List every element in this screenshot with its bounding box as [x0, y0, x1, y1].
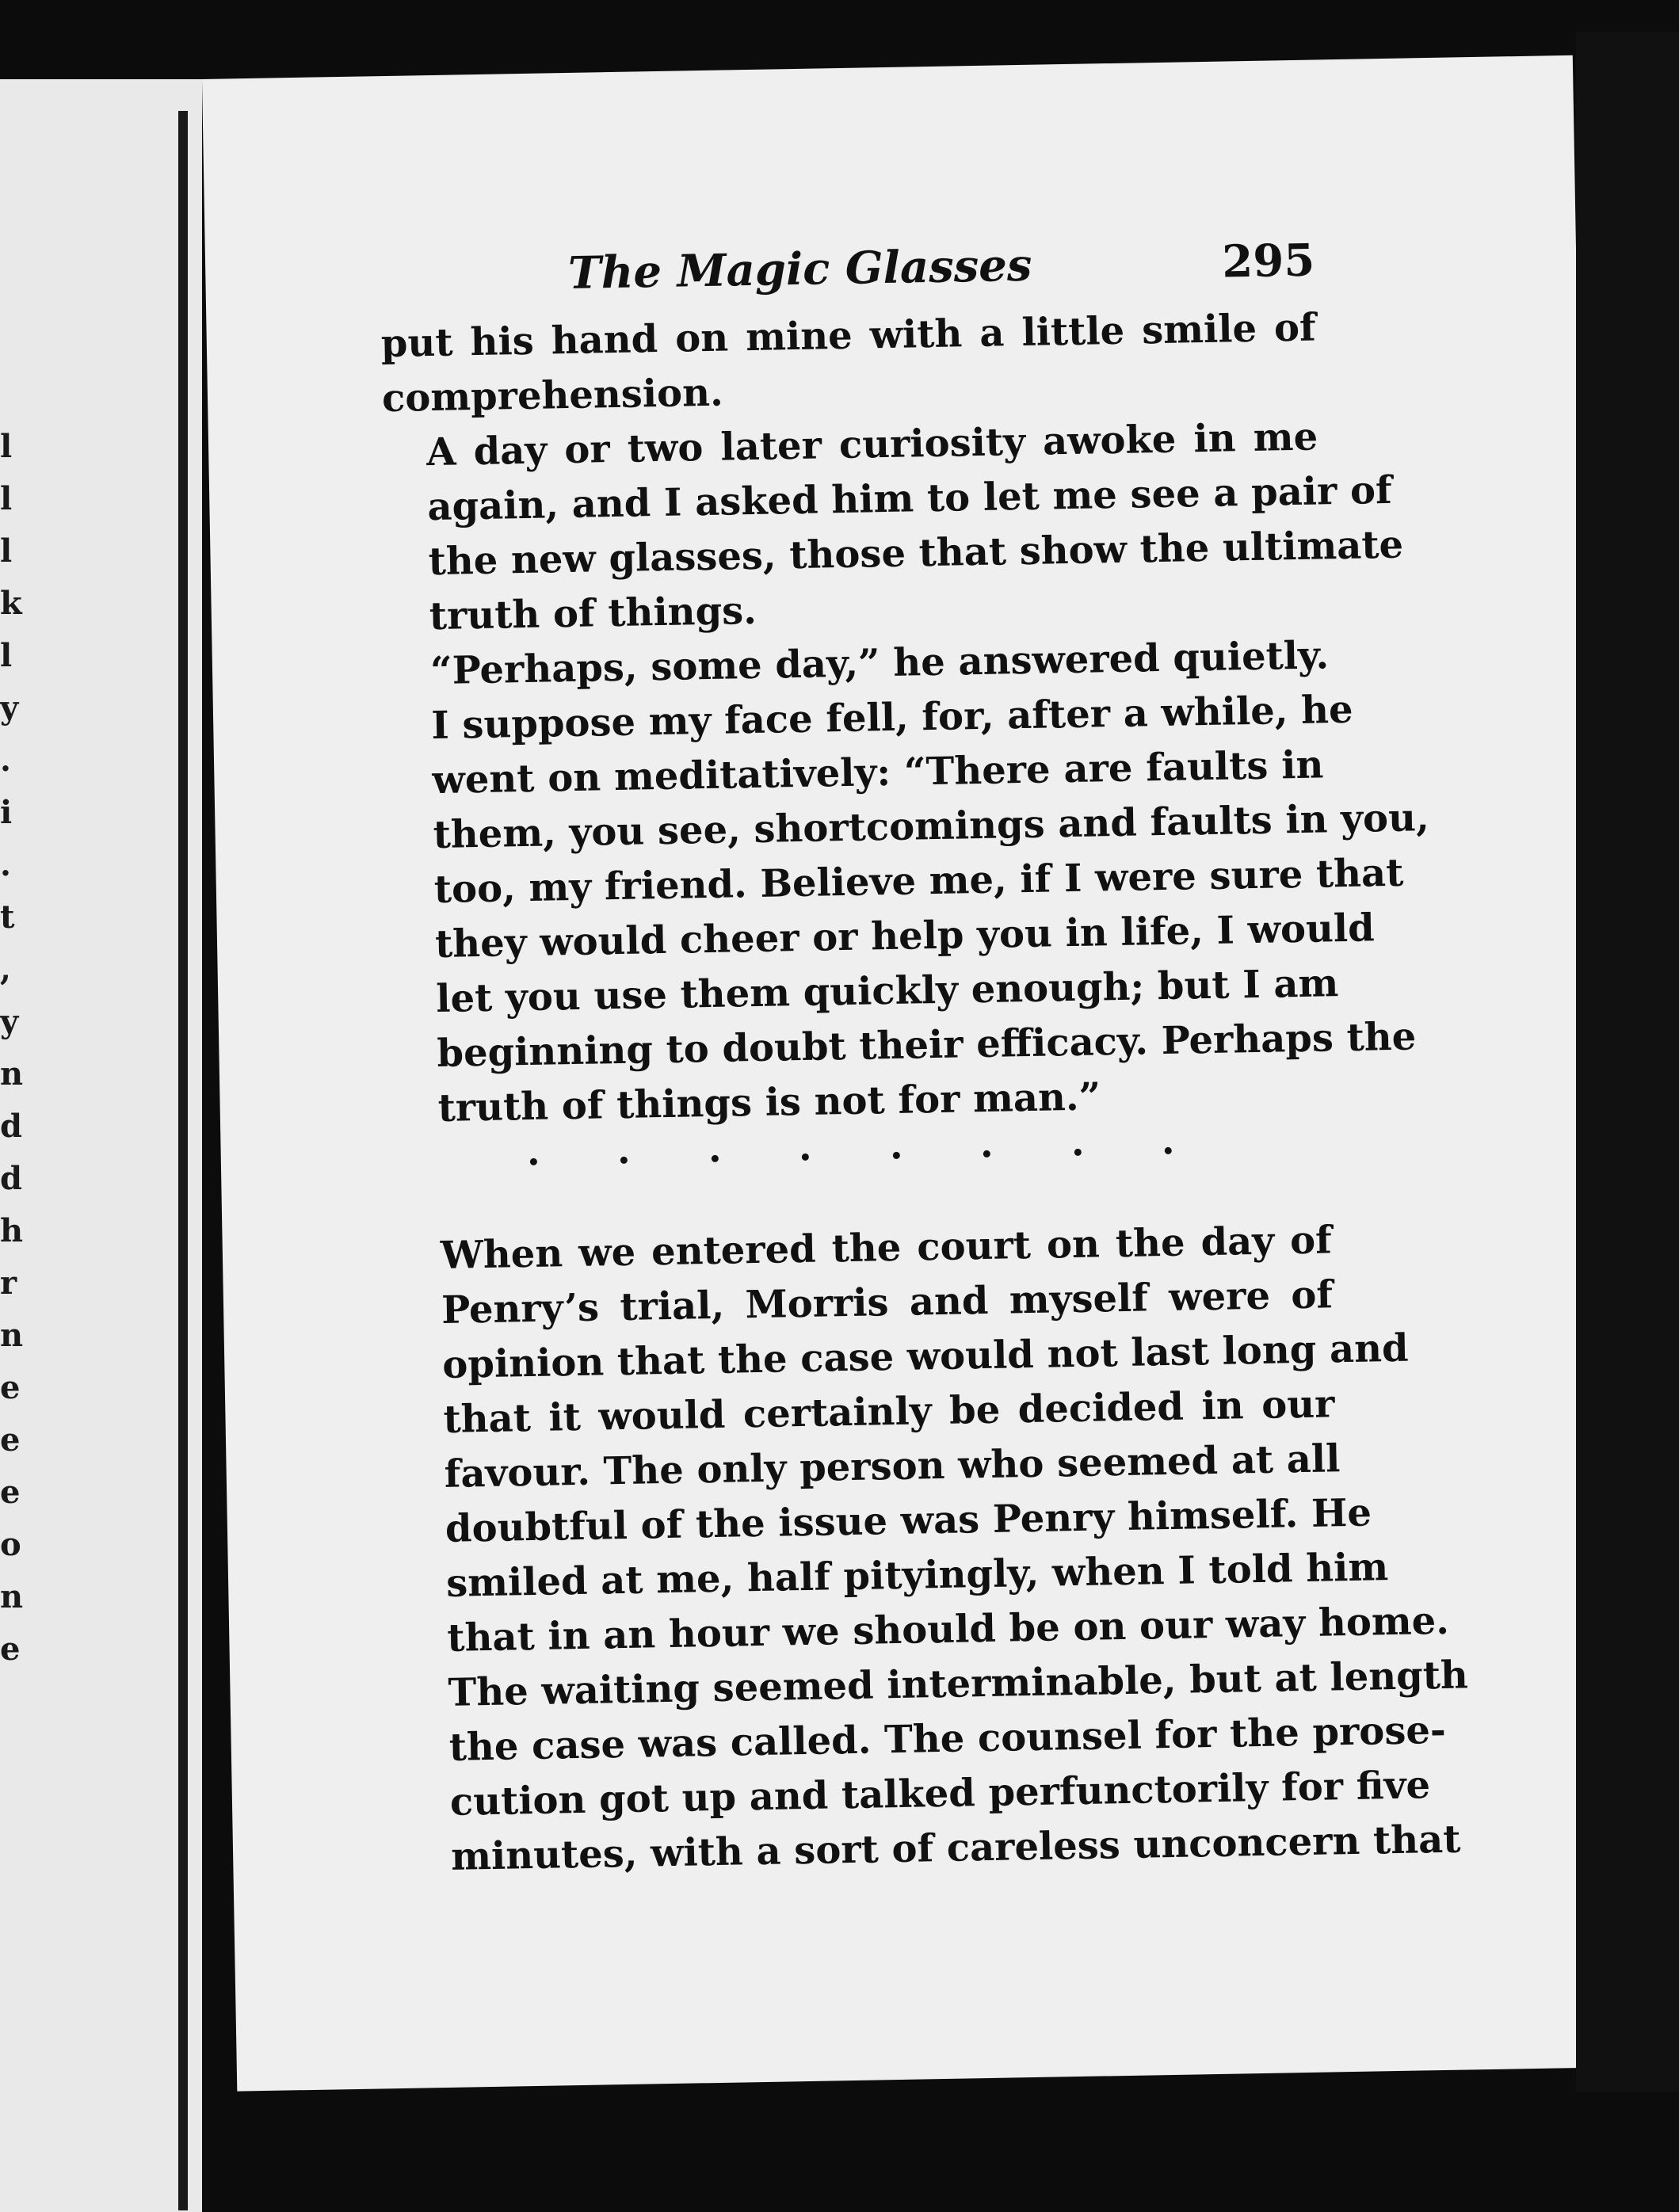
edge-letter: l [0, 480, 13, 517]
text-line: The waiting seemed interminable, but at length [448, 1653, 1469, 1715]
text-line: opinion that the case would not last long and [441, 1325, 1409, 1387]
edge-letter: o [0, 1526, 21, 1563]
text-line: beginning to doubt their efficacy. Perhaps the [437, 1014, 1417, 1077]
edge-letter: l [0, 637, 13, 674]
text-line: went on meditatively: “There are faults in [432, 742, 1324, 803]
section-break-dot [983, 1150, 990, 1157]
text-line: truth of things. [429, 588, 757, 639]
section-break-dot [620, 1157, 628, 1164]
text-line: again, and I asked him to let me see a pair of [426, 467, 1393, 530]
section-break [530, 1147, 1172, 1165]
paragraph-curiosity [383, 410, 1404, 645]
edge-letter: n [0, 1055, 24, 1093]
text-line: comprehension. [381, 370, 724, 421]
text-line: When we entered the court on the day of [440, 1218, 1333, 1278]
text-line: Penry’s trial, Morris and myself were of [441, 1272, 1334, 1333]
edge-letter: e [0, 1369, 21, 1406]
text-line: put his hand on mine with a little smile of [380, 305, 1317, 367]
running-head [380, 235, 1315, 303]
paragraph-continuation [380, 301, 1317, 427]
paragraph-court [396, 1213, 1469, 1885]
text-line: they would cheer or help you in life, I would [434, 906, 1376, 967]
edge-letter: n [0, 1317, 24, 1354]
edge-letter: e [0, 1474, 21, 1511]
text-line: A day or two later curiosity awoke in me [425, 414, 1318, 475]
running-head-title: The Magic Glasses [567, 238, 1032, 299]
section-break-dot [802, 1154, 809, 1161]
text-line: too, my friend. Believe me, if I were sure that [433, 850, 1404, 913]
page-number: 295 [1221, 234, 1315, 288]
section-break-dot [712, 1155, 719, 1162]
text-line: let you use them quickly enough; but I am [435, 961, 1339, 1022]
text-line: the case was called. The counsel for the prose- [448, 1707, 1447, 1770]
section-break-dot [892, 1152, 899, 1159]
edge-letter: n [0, 1578, 24, 1615]
edge-letter: l [0, 428, 13, 465]
edge-letter: h [0, 1212, 24, 1249]
text-line: favour. The only person who seemed at all [444, 1436, 1341, 1497]
edge-letter: d [0, 1108, 22, 1145]
text-line: the new glasses, those that show the ultimate [428, 522, 1404, 585]
edge-letter: . [0, 846, 11, 883]
edge-letter: l [0, 532, 13, 570]
section-break-dot [1165, 1147, 1172, 1154]
paragraph-perhaps [386, 628, 1430, 1136]
edge-letter: e [0, 1421, 21, 1459]
text-line: doubtful of the issue was Penry himself. He [445, 1490, 1372, 1551]
edge-letter: d [0, 1160, 22, 1197]
edge-letter: i [0, 794, 13, 831]
text-line: that in an hour we should be on our way home. [446, 1598, 1450, 1661]
scan-border [1576, 32, 1679, 2092]
text-line: minutes, with a sort of careless unconcern that [450, 1817, 1461, 1879]
page-fold [178, 111, 188, 2210]
text-line: “Perhaps, some day,” he answered quietly. [429, 633, 1330, 694]
edge-letter: r [0, 1264, 17, 1302]
edge-letter: . [0, 742, 11, 779]
text-line: truth of things is not for man.” [437, 1074, 1101, 1131]
book-page [202, 55, 1608, 2092]
text-line: that it would certainly be decided in our [443, 1382, 1335, 1442]
text-line: smiled at me, half pityingly, when I told him [445, 1545, 1389, 1606]
edge-letter: e [0, 1630, 21, 1668]
page-content [380, 234, 1469, 1886]
edge-letter: y [0, 689, 19, 727]
section-break-dot [530, 1158, 537, 1165]
edge-letter: , [0, 951, 11, 988]
edge-letter: t [0, 898, 15, 936]
edge-letter: y [0, 1003, 19, 1040]
text-line: them, you see, shortcomings and faults in you, [433, 795, 1430, 858]
left-page-edge [0, 79, 202, 2212]
text-line: cution got up and talked perfunctorily for five [449, 1763, 1431, 1825]
section-break-dot [1074, 1149, 1081, 1156]
edge-letter: k [0, 585, 22, 622]
text-line: I suppose my face fell, for, after a while, he [430, 687, 1354, 749]
